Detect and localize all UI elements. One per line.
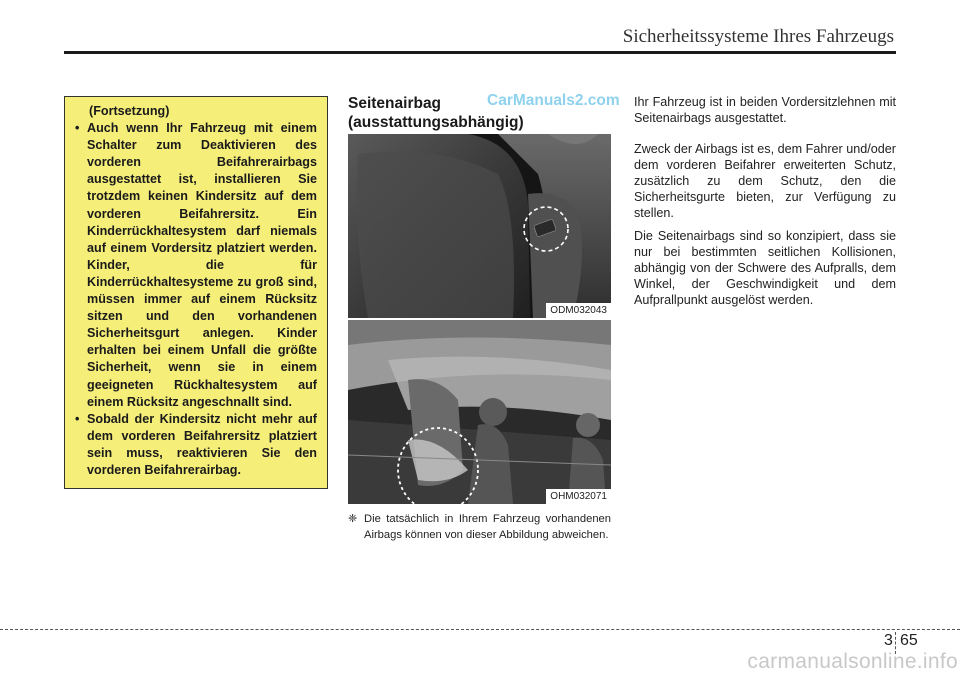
body-paragraph: Zweck der Airbags ist es, dem Fahrer und/oder dem vorderen Beifahrer erweiterten Schutz, zusätzlich zu dem Schutz, den die Sicherheitsgurte bieten, zur Verfügung zu stellen.: [634, 142, 896, 220]
figure-airbag-deployment: [348, 320, 611, 504]
seat-illustration: [348, 134, 611, 318]
watermark-text: CarManuals2.com: [487, 92, 620, 109]
warning-item-text: Sobald der Kindersitz nicht mehr auf dem vorderen Beifahrersitz platziert sein muss, reaktivieren Sie den vorderen Beifahrerairbag.: [87, 411, 317, 477]
figure-code: OHM032071: [546, 489, 611, 504]
figure-seat-airbag: [348, 134, 611, 318]
bullet: •: [75, 121, 80, 136]
section-title-line2: (ausstattungsabhängig): [348, 114, 524, 131]
page-header-title: Sicherheitssysteme Ihres Fahrzeugs: [622, 26, 894, 47]
caption-mark: ❈: [348, 513, 358, 525]
warning-box: [64, 96, 328, 489]
body-paragraph: Ihr Fahrzeug ist in beiden Vordersitzlehnen mit Seitenairbags ausgestattet.: [634, 95, 896, 125]
body-text: [634, 94, 896, 323]
body-paragraph: Die Seitenairbags sind so konzipiert, dass sie nur bei bestimmten seitlichen Kollisionen, abhängig von der Schwere des Aufpralls, dem Winkel, der Geschwindigkeit und dem Aufprallpunkt ausgelöst werden.: [634, 229, 896, 307]
figure-code: ODM032043: [546, 303, 611, 318]
header-rule: [64, 51, 896, 54]
warning-item-text: Auch wenn Ihr Fahrzeug mit einem Schalter zum Deaktivieren des vorderen Beifahrerairbags ausgestattet ist, installieren Sie trotzdem keinen Kindersitz auf dem vorderen Beifahrersitz. Ein Kinderrückhaltesystem darf niemals auf einem Vordersitz platziert werden. Kinder, die für Kinderrückhaltesysteme zu groß sind, müssen immer auf einem Rücksitz sitzen und den vorhandenen Sicherheitsgurt anlegen. Kinder erhalten bei einem Unfall die größte Sicherheit, wenn sie in einem geeigneten Rückhaltesystem auf einem Rücksitz angeschnallt sind.: [87, 121, 317, 409]
footer-rule: [0, 629, 960, 630]
warning-item: [75, 411, 317, 479]
page-number: 65: [900, 632, 918, 649]
bullet: •: [75, 411, 80, 426]
figure-caption: [348, 512, 611, 543]
warning-item: [75, 120, 317, 411]
footer-watermark: carmanualsonline.info: [747, 650, 958, 673]
caption-text: Die tatsächlich in Ihrem Fahrzeug vorhandenen Airbags können von dieser Abbildung abweichen.: [364, 513, 611, 541]
section-title-line1: Seitenairbag: [348, 95, 442, 112]
airbag-illustration: [348, 320, 611, 504]
warning-heading: (Fortsetzung): [89, 104, 170, 118]
chapter-number: 3: [884, 632, 893, 649]
